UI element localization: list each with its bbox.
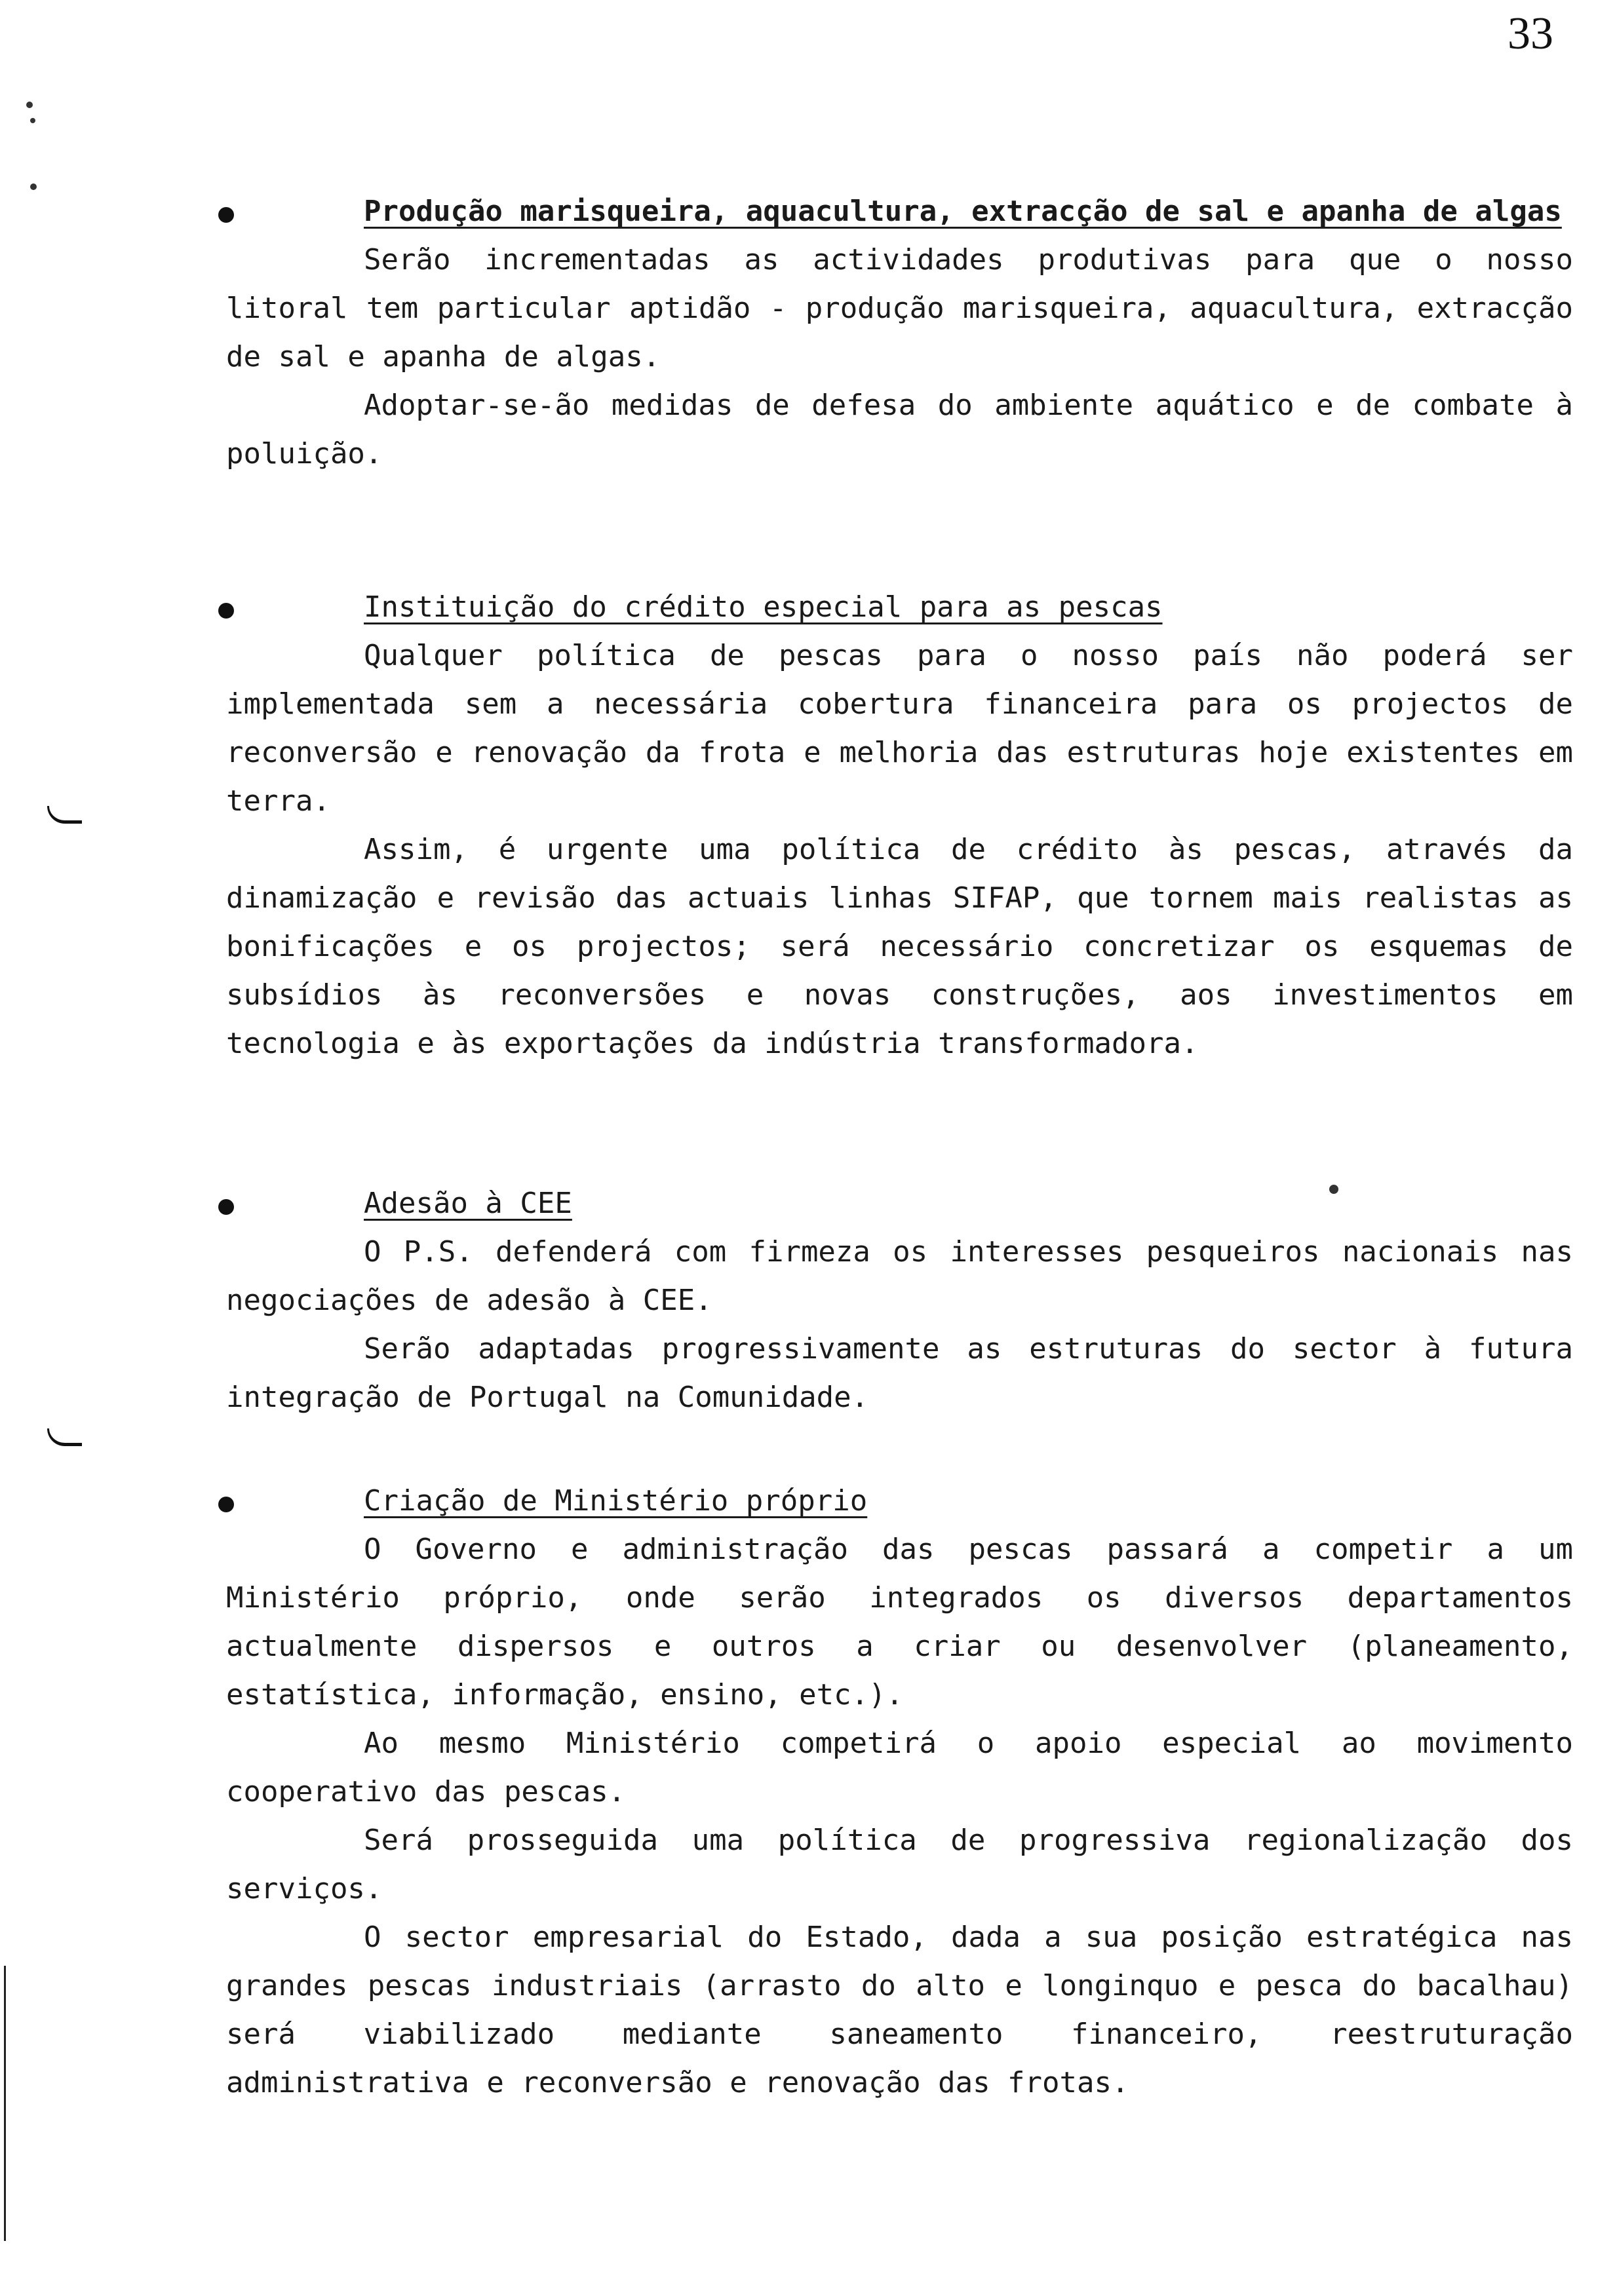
margin-mark	[47, 1428, 82, 1446]
margin-mark	[47, 806, 82, 824]
section-heading: Adesão à CEE	[364, 1187, 572, 1220]
bullet-icon	[218, 603, 234, 619]
section-paragraph: Adoptar-se-ão medidas de defesa do ambiente aquático e de combate à poluição.	[226, 389, 1573, 470]
section-paragraph: Ao mesmo Ministério competirá o apoio especial ao movimento cooperativo das pescas.	[226, 1727, 1573, 1808]
section-paragraph: Assim, é urgente uma política de crédito às pescas, através da dinamização e revisão das actuais linhas SIFAP, que tornem mais realistas as bonificações e os projectos; será necessário concretizar os esquemas de subsídios às reconversões e novas construções, aos investimentos em tecnologia e às exportações da indústria transformadora.	[226, 833, 1573, 1060]
bullet-icon	[218, 207, 234, 223]
scan-edge-line	[4, 1966, 6, 2241]
section-heading: Produção marisqueira, aquacultura, extracção de sal e apanha de algas	[364, 195, 1562, 228]
section-paragraph: Serão adaptadas progressivamente as estruturas do sector à futura integração de Portugal na Comunidade.	[226, 1332, 1573, 1414]
bullet-icon	[218, 1199, 234, 1215]
section-cee	[226, 1179, 1573, 1422]
scan-speck	[26, 102, 33, 108]
section-paragraph: Qualquer política de pescas para o nosso país não poderá ser implementada sem a necessária cobertura financeira para os projectos de reconversão e renovação da frota e melhoria das estruturas hoje existentes em terra.	[226, 639, 1573, 818]
page-number: 33	[1508, 9, 1553, 59]
section-ministry	[226, 1477, 1573, 2107]
section-credit	[226, 583, 1573, 1068]
scan-speck	[30, 118, 35, 123]
scan-speck	[30, 183, 37, 190]
section-paragraph: O Governo e administração das pescas passará a competir a um Ministério próprio, onde serão integrados os diversos departamentos actualmente dispersos e outros a criar ou desenvolver (planeamento, estatística, informação, ensino, etc.).	[226, 1533, 1573, 1712]
section-paragraph: O P.S. defenderá com firmeza os interesses pesqueiros nacionais nas negociações de adesão à CEE.	[226, 1235, 1573, 1317]
section-paragraph: Serão incrementadas as actividades produtivas para que o nosso litoral tem particular aptidão - produção marisqueira, aquacultura, extracção de sal e apanha de algas.	[226, 243, 1573, 373]
bullet-icon	[218, 1497, 234, 1512]
section-heading: Instituição do crédito especial para as pescas	[364, 590, 1163, 624]
section-aquaculture	[226, 187, 1573, 478]
section-paragraph: O sector empresarial do Estado, dada a sua posição estratégica nas grandes pescas industriais (arrasto do alto e longinquo e pesca do bacalhau) será viabilizado mediante saneamento financeiro, reestruturação administrativa e reconversão e renovação das frotas.	[226, 1921, 1573, 2099]
section-heading: Criação de Ministério próprio	[364, 1484, 868, 1518]
section-paragraph: Será prosseguida uma política de progressiva regionalização dos serviços.	[226, 1824, 1573, 1905]
